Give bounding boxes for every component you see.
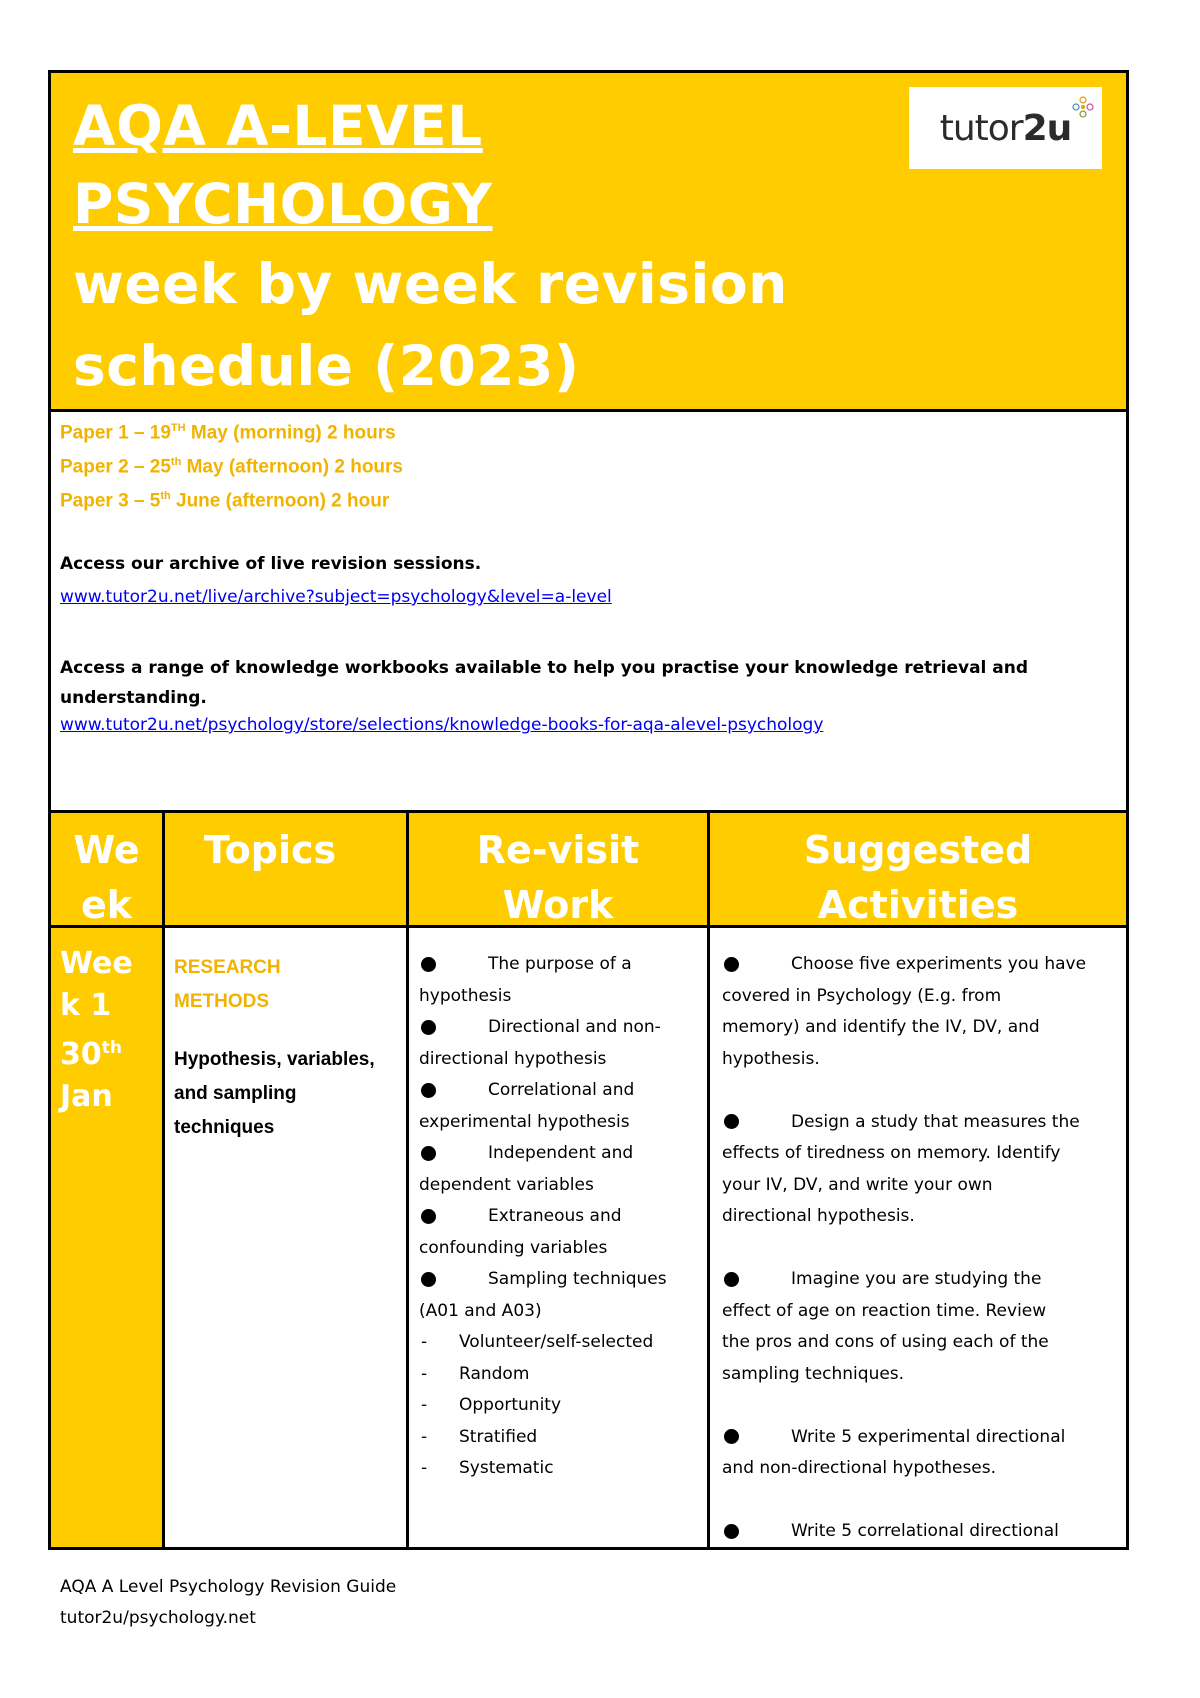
week-1-label: Wee k 1 30th Jan bbox=[60, 946, 133, 1114]
bullet-icon bbox=[724, 1429, 739, 1444]
logo-text-a: tutor bbox=[939, 107, 1023, 149]
bullet-icon bbox=[421, 1209, 436, 1224]
title-line-2: PSYCHOLOGY bbox=[73, 172, 493, 236]
paper-1-date: Paper 1 – 19TH May (morning) 2 hours bbox=[60, 422, 396, 444]
revisit-list bbox=[419, 949, 689, 1485]
bullet-icon bbox=[421, 957, 436, 972]
header-suggested: Suggested Activities bbox=[803, 828, 1033, 927]
list-item: The purpose of a hypothesis bbox=[419, 954, 632, 1006]
list-item: Correlational and experimental hypothesis bbox=[419, 1080, 635, 1132]
logo-text-b: 2u bbox=[1022, 107, 1072, 149]
page-footer bbox=[60, 1572, 396, 1634]
workbooks-text: Access a range of knowledge workbooks available to help you practise your knowledge retrieval and understanding. bbox=[60, 658, 1029, 708]
flower-icon bbox=[1071, 95, 1095, 119]
archive-text: Access our archive of live revision sessions. bbox=[60, 554, 482, 574]
header-topics: Topics bbox=[203, 828, 337, 872]
title-line-1: AQA A-LEVEL bbox=[73, 94, 483, 158]
exam-info-section bbox=[51, 412, 1126, 813]
list-item: Write 5 correlational directional bbox=[722, 1516, 1102, 1548]
sampling-item: - Systematic bbox=[421, 1458, 554, 1478]
footer-site: tutor2u/psychology.net bbox=[60, 1608, 256, 1628]
list-item: Extraneous and confounding variables bbox=[419, 1206, 622, 1258]
title-banner bbox=[51, 73, 1126, 412]
title-line-3: week by week revision bbox=[73, 252, 788, 316]
schedule-frame bbox=[48, 70, 1129, 1550]
list-item: Design a study that measures the effects of tiredness on memory. Identify your IV, DV, and write your own directional hypothesis. bbox=[722, 1111, 1080, 1226]
bullet-icon bbox=[421, 1272, 436, 1287]
list-item: Independent and dependent variables bbox=[419, 1143, 634, 1195]
topic-area: RESEARCH METHODS bbox=[174, 957, 281, 1012]
bullet-icon bbox=[724, 1114, 739, 1129]
table-header-row bbox=[51, 813, 1126, 928]
title-line-4: schedule (2023) bbox=[73, 334, 580, 398]
paper-2-date: Paper 2 – 25th May (afternoon) 2 hours bbox=[60, 456, 403, 478]
list-item: Choose five experiments you have covered in Psychology (E.g. from memory) and identify the IV, DV, and hypothesis. bbox=[722, 954, 1087, 1069]
paper-3-date: Paper 3 – 5th June (afternoon) 2 hour bbox=[60, 490, 390, 512]
activities-list bbox=[722, 949, 1102, 1548]
workbooks-link[interactable]: www.tutor2u.net/psychology/store/selections/knowledge-books-for-aqa-alevel-psychology bbox=[60, 715, 824, 735]
header-revisit: Re-visit Work bbox=[476, 828, 640, 927]
archive-link[interactable]: www.tutor2u.net/live/archive?subject=psychology&level=a-level bbox=[60, 587, 612, 607]
sampling-item: - Random bbox=[421, 1363, 530, 1384]
bullet-icon bbox=[724, 957, 739, 972]
list-item: Imagine you are studying the effect of age on reaction time. Review the pros and cons of using each of the sampling techniques. bbox=[722, 1269, 1049, 1384]
topic-title: Hypothesis, variables, and sampling techniques bbox=[174, 1049, 375, 1138]
list-item: Write 5 experimental directional and non-directional hypotheses. bbox=[722, 1426, 1066, 1478]
list-item: Directional and non- directional hypothesis bbox=[419, 1017, 661, 1069]
footer-guide-title: AQA A Level Psychology Revision Guide bbox=[60, 1577, 397, 1597]
sampling-item: - Opportunity bbox=[421, 1395, 562, 1415]
sampling-item: - Stratified bbox=[421, 1426, 538, 1447]
bullet-icon bbox=[421, 1020, 436, 1035]
bullet-icon bbox=[421, 1083, 436, 1098]
sampling-item: - Volunteer/self-selected bbox=[421, 1332, 654, 1352]
tutor2u-logo bbox=[909, 87, 1102, 169]
bullet-icon bbox=[724, 1524, 739, 1539]
header-week: We ek bbox=[73, 828, 140, 927]
bullet-icon bbox=[421, 1146, 436, 1161]
page-title bbox=[73, 87, 788, 407]
list-item: Sampling techniques (A01 and A03) bbox=[419, 1269, 667, 1321]
bullet-icon bbox=[724, 1272, 739, 1287]
schedule-table bbox=[51, 813, 1126, 1547]
